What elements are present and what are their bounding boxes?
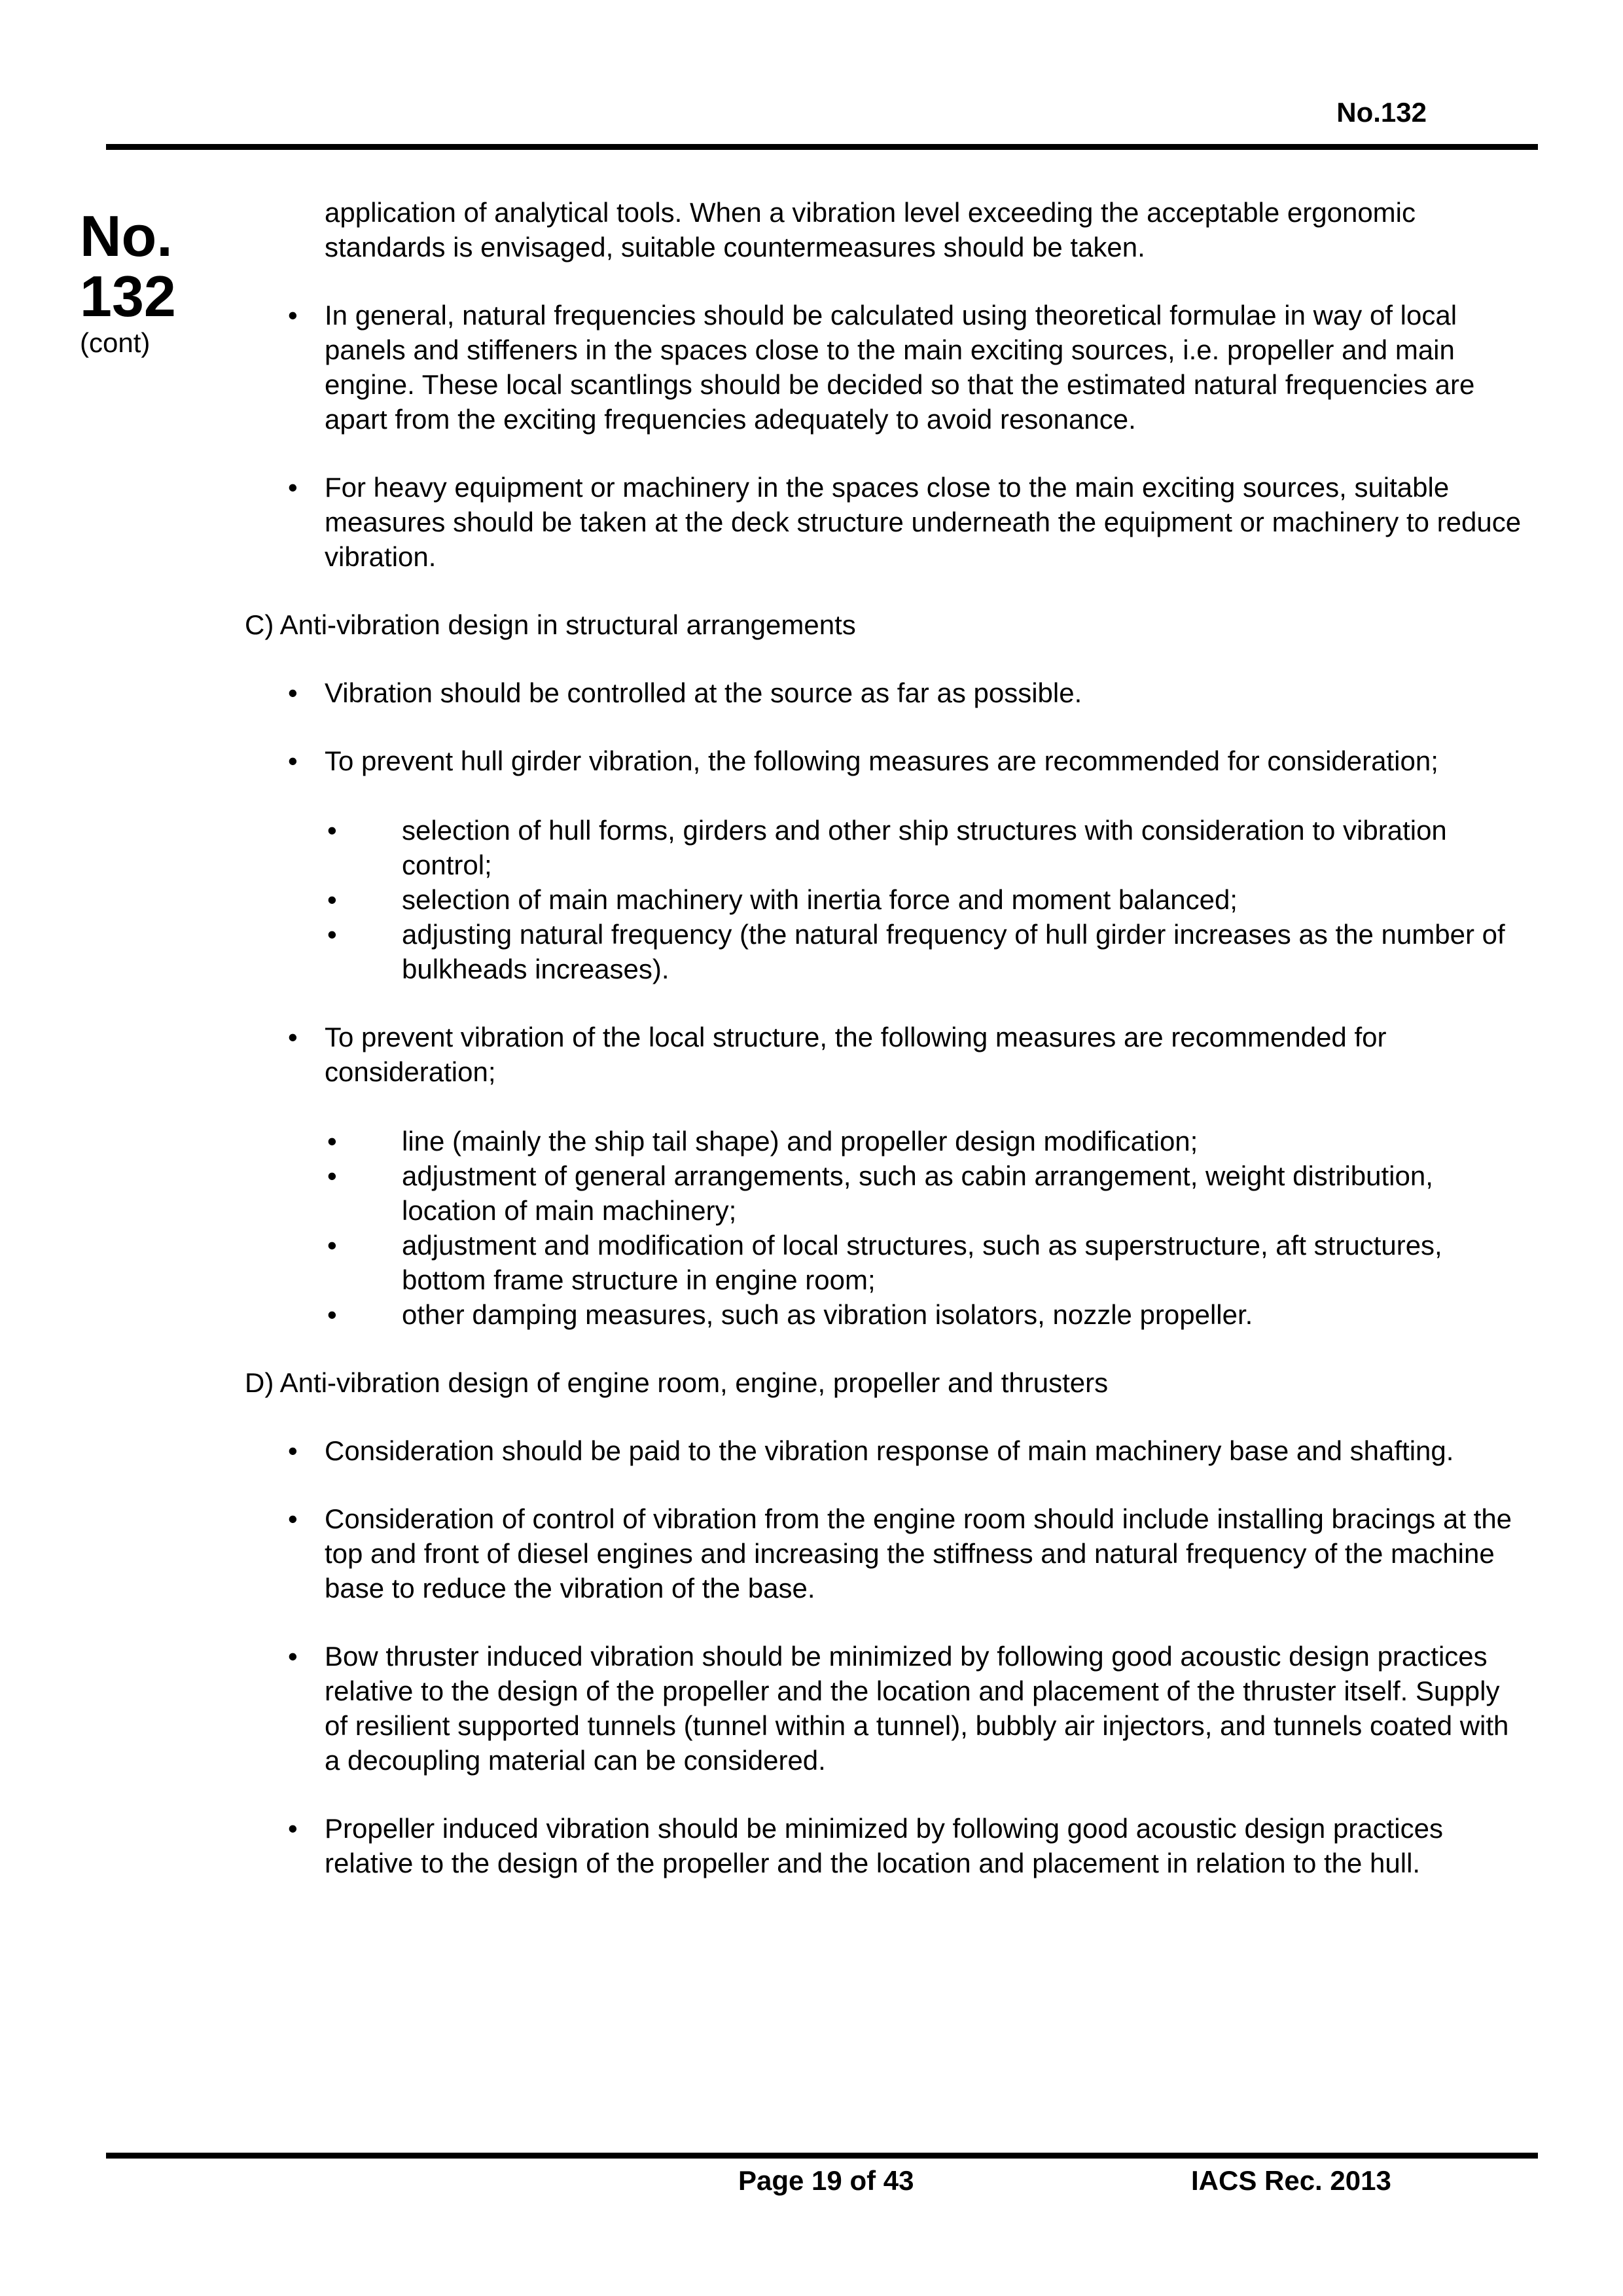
bullet-item: • Consideration should be paid to the vibration response of main machinery base and shafting. xyxy=(245,1433,1527,1468)
footer-page-number: Page 19 of 43 xyxy=(738,2165,914,2196)
sidebar-rec-number xyxy=(80,206,211,359)
bullet-item: • Propeller induced vibration should be minimized by following good acoustic design practices relative to the design of the propeller and the location and placement in relation to the hull. xyxy=(245,1811,1527,1880)
header-rule xyxy=(106,144,1538,150)
sub-bullet-item: • selection of main machinery with inertia force and moment balanced; xyxy=(245,882,1527,917)
bullet-item: • In general, natural frequencies should be calculated using theoretical formulae in way of local panels and stiffeners in the spaces close to the main exciting sources, i.e. propeller and main engine. These local scantlings should be decided so that the estimated natural frequencies are apart from the exciting frequencies adequately to avoid resonance. xyxy=(245,298,1527,437)
bullet-item: • Bow thruster induced vibration should be minimized by following good acoustic design practices relative to the design of the propeller and the location and placement of the thruster itself. Supply of resilient supported tunnels (tunnel within a tunnel), bubbly air injectors, and tunnels coated with a decoupling material can be considered. xyxy=(245,1639,1527,1778)
footer-reference: IACS Rec. 2013 xyxy=(1191,2165,1391,2196)
bullet-item: • To prevent vibration of the local structure, the following measures are recommended for consideration; xyxy=(245,1020,1527,1089)
sub-bullet-item: • adjustment and modification of local structures, such as superstructure, aft structures, bottom frame structure in engine room; xyxy=(245,1228,1527,1297)
sub-bullet-item: • adjustment of general arrangements, such as cabin arrangement, weight distribution, location of main machinery; xyxy=(245,1158,1527,1228)
sidebar-no-label: No. xyxy=(80,204,173,268)
sub-bullet-item: • other damping measures, such as vibration isolators, nozzle propeller. xyxy=(245,1297,1527,1332)
bullet-item: • Consideration of control of vibration from the engine room should include installing bracings at the top and front of diesel engines and increasing the stiffness and natural frequency of the machine base to reduce the vibration of the base. xyxy=(245,1501,1527,1605)
section-c-heading: C) Anti-vibration design in structural arrangements xyxy=(245,609,856,640)
sub-bullet-item: • line (mainly the ship tail shape) and propeller design modification; xyxy=(245,1124,1527,1158)
sub-bullet-item: • adjusting natural frequency (the natural frequency of hull girder increases as the number of bulkheads increases). xyxy=(245,917,1527,986)
sub-bullet-list xyxy=(245,813,1527,986)
bullet-item: • To prevent hull girder vibration, the following measures are recommended for consideration; xyxy=(245,744,1527,778)
sub-bullet-item: • selection of hull forms, girders and other ship structures with consideration to vibration control; xyxy=(245,813,1527,882)
intro-continuation: application of analytical tools. When a vibration level exceeding the acceptable ergonomic standards is envisaged, suitable countermeasures should be taken. xyxy=(325,197,1416,262)
header-doc-number: No.132 xyxy=(1336,97,1427,128)
document-body xyxy=(245,195,1527,1880)
sidebar-cont: (cont) xyxy=(80,327,151,358)
sidebar-number: 132 xyxy=(80,264,176,329)
sub-bullet-list xyxy=(245,1124,1527,1332)
bullet-item: • For heavy equipment or machinery in the spaces close to the main exciting sources, suitable measures should be taken at the deck structure underneath the equipment or machinery to reduce vibration. xyxy=(245,470,1527,574)
bullet-item: • Vibration should be controlled at the source as far as possible. xyxy=(245,675,1527,710)
footer-rule xyxy=(106,2153,1538,2159)
section-d-heading: D) Anti-vibration design of engine room, engine, propeller and thrusters xyxy=(245,1367,1109,1398)
